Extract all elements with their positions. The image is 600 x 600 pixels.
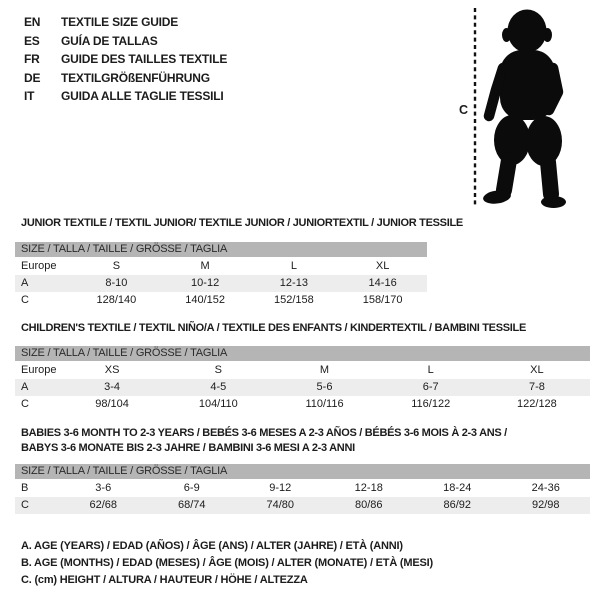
table-row bbox=[15, 480, 590, 497]
size-cell: 3-4 bbox=[104, 381, 121, 393]
size-cell: 9-12 bbox=[269, 482, 292, 494]
babies-table-title-line1: BABIES 3-6 MONTH TO 2-3 YEARS / BEBÉS 3-6 MESES A 2-3 AÑOS / BÉBÉS 3-6 MOIS À 2-3 ANS / bbox=[21, 427, 507, 439]
table-row bbox=[15, 292, 427, 309]
table-row bbox=[15, 362, 590, 379]
size-cell: 128/140 bbox=[96, 294, 137, 306]
row-label: A bbox=[21, 277, 29, 289]
size-cell: 6-9 bbox=[183, 482, 200, 494]
size-cell: 5-6 bbox=[316, 381, 333, 393]
footnote-c: C. (cm) HEIGHT / ALTURA / HAUTEUR / HÖHE / ALTEZZA bbox=[21, 573, 308, 586]
size-cell: 158/170 bbox=[362, 294, 403, 306]
table-row bbox=[15, 379, 590, 396]
size-cell: 140/152 bbox=[185, 294, 225, 306]
size-cell: 8-10 bbox=[105, 277, 128, 289]
language-code: IT bbox=[24, 89, 35, 104]
babies-table-title bbox=[21, 426, 507, 456]
row-label: C bbox=[21, 398, 29, 410]
junior-table-title: JUNIOR TEXTILE / TEXTIL JUNIOR/ TEXTILE JUNIOR / JUNIORTEXTIL / JUNIOR TESSILE bbox=[21, 217, 463, 229]
size-cell: 116/122 bbox=[411, 398, 451, 410]
language-title: GUIDE DES TAILLES TEXTILE bbox=[61, 52, 228, 67]
size-cell: 24-36 bbox=[531, 482, 560, 494]
table-row bbox=[15, 275, 427, 292]
size-cell: 7-8 bbox=[528, 381, 545, 393]
language-code: FR bbox=[24, 52, 40, 67]
language-title: GUIDA ALLE TAGLIE TESSILI bbox=[61, 89, 224, 104]
toddler-silhouette-icon bbox=[455, 4, 600, 214]
language-row bbox=[24, 32, 227, 51]
size-cell: 62/68 bbox=[89, 499, 118, 511]
size-cell: S bbox=[112, 260, 121, 272]
size-cell: L bbox=[290, 260, 297, 272]
size-cell: XL bbox=[375, 260, 390, 272]
size-header-bar: SIZE / TALLA / TAILLE / GRÖSSE / TAGLIA bbox=[15, 242, 427, 257]
language-code: DE bbox=[24, 70, 41, 85]
language-guide-titles bbox=[24, 13, 227, 106]
size-cell: 4-5 bbox=[210, 381, 227, 393]
babies-table-title-line2: BABYS 3-6 MONATE BIS 2-3 JAHRE / BAMBINI 3-6 MESI A 2-3 ANNI bbox=[21, 442, 355, 454]
size-cell: 3-6 bbox=[95, 482, 112, 494]
size-header-bar: SIZE / TALLA / TAILLE / GRÖSSE / TAGLIA bbox=[15, 346, 590, 361]
row-label: Europe bbox=[21, 364, 57, 376]
language-title: TEXTILE SIZE GUIDE bbox=[61, 15, 179, 29]
size-cell: 92/98 bbox=[531, 499, 560, 511]
language-row bbox=[24, 69, 227, 88]
row-label: C bbox=[21, 499, 29, 511]
size-cell: M bbox=[200, 260, 210, 272]
size-cell: XL bbox=[530, 364, 544, 376]
language-row bbox=[24, 50, 227, 69]
size-cell: 122/128 bbox=[517, 398, 557, 410]
row-label: A bbox=[21, 381, 29, 393]
height-measure-label: C bbox=[459, 103, 469, 117]
language-row bbox=[24, 13, 227, 32]
toddler-body bbox=[482, 10, 566, 209]
language-code: ES bbox=[24, 33, 40, 48]
row-label: Europe bbox=[21, 260, 57, 272]
size-cell: 80/86 bbox=[354, 499, 383, 511]
size-cell: 74/80 bbox=[266, 499, 295, 511]
size-cell: 152/158 bbox=[273, 294, 314, 306]
size-cell: 10-12 bbox=[191, 277, 220, 289]
table-row bbox=[15, 396, 590, 413]
size-cell: 104/110 bbox=[198, 398, 238, 410]
size-cell: S bbox=[214, 364, 222, 376]
children-table-title: CHILDREN'S TEXTILE / TEXTIL NIÑO/A / TEXTILE DES ENFANTS / KINDERTEXTIL / BAMBINI TESSILE bbox=[21, 322, 526, 334]
language-row bbox=[24, 87, 227, 106]
size-cell: 12-18 bbox=[354, 482, 383, 494]
junior-size-table bbox=[15, 242, 427, 309]
language-title: TEXTILGRÖßENFÜHRUNG bbox=[61, 70, 210, 85]
size-cell: 6-7 bbox=[422, 381, 439, 393]
size-cell: 12-13 bbox=[279, 277, 308, 289]
size-cell: XS bbox=[104, 364, 120, 376]
children-size-table bbox=[15, 346, 590, 413]
table-row bbox=[15, 258, 427, 275]
size-cell: 98/104 bbox=[95, 398, 129, 410]
size-cell: 86/92 bbox=[443, 499, 472, 511]
footnote-a: A. AGE (YEARS) / EDAD (AÑOS) / ÂGE (ANS) / ALTER (JAHRE) / ETÀ (ANNI) bbox=[21, 540, 403, 552]
size-cell: 18-24 bbox=[443, 482, 472, 494]
footnotes bbox=[21, 538, 433, 588]
babies-size-table bbox=[15, 464, 590, 514]
table-row bbox=[15, 497, 590, 514]
size-header-bar: SIZE / TALLA / TAILLE / GRÖSSE / TAGLIA bbox=[15, 464, 590, 479]
size-cell: 68/74 bbox=[177, 499, 206, 511]
row-label: B bbox=[21, 482, 29, 494]
size-cell: 14-16 bbox=[368, 277, 397, 289]
footnote-b: B. AGE (MONTHS) / EDAD (MESES) / ÂGE (MOIS) / ALTER (MONATE) / ETÀ (MESI) bbox=[21, 556, 433, 569]
size-cell: 110/116 bbox=[305, 398, 344, 410]
language-code: EN bbox=[24, 15, 41, 29]
size-cell: M bbox=[319, 364, 330, 376]
size-cell: L bbox=[427, 364, 434, 376]
language-title: GUÍA DE TALLAS bbox=[61, 33, 158, 48]
row-label: C bbox=[21, 294, 29, 306]
